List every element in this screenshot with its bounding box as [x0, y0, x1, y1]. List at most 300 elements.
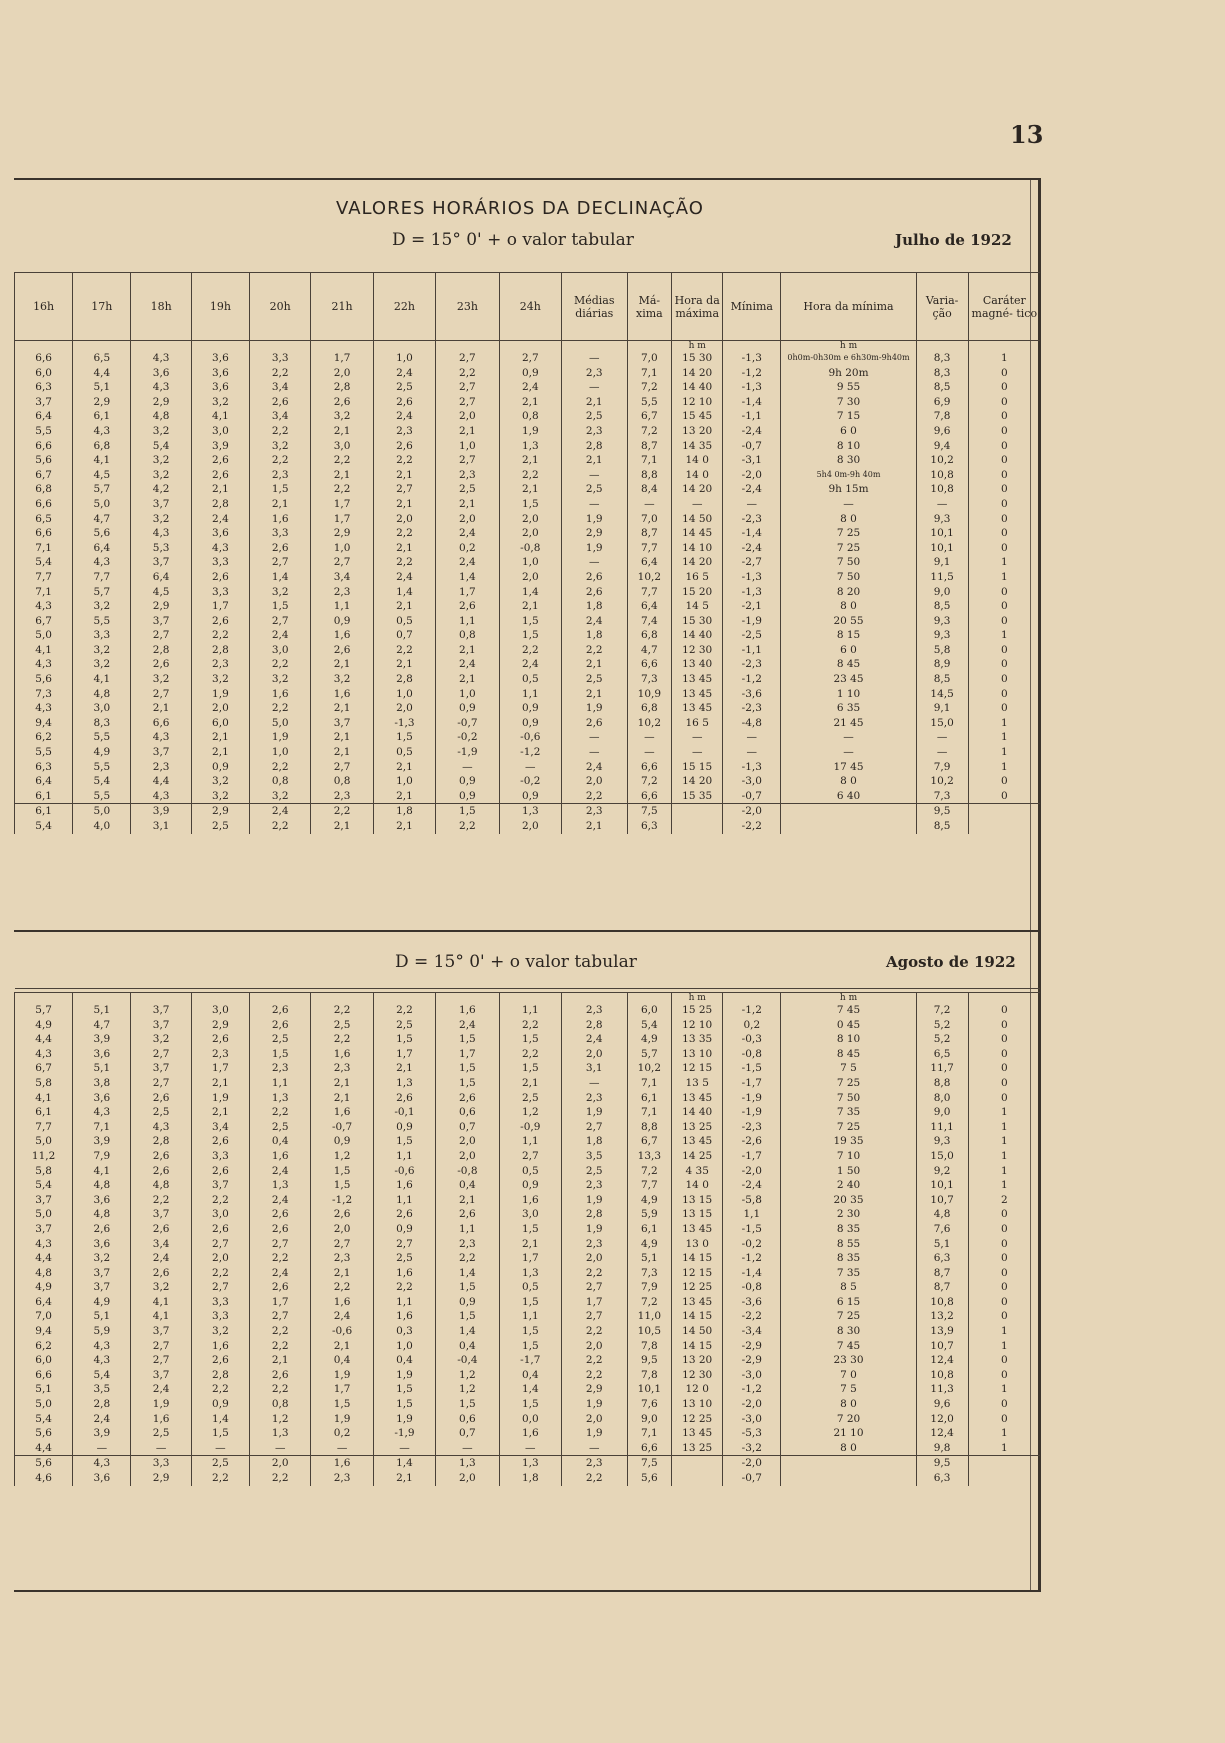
table-cell: 1,2 — [250, 1412, 311, 1427]
table-cell: 14 15 — [672, 1339, 723, 1354]
table-cell: 3,9 — [191, 439, 249, 454]
table-cell: 2,2 — [191, 628, 249, 643]
table-cell: 2,9 — [131, 395, 191, 410]
table-cell: 2,7 — [499, 1149, 561, 1164]
table-cell: 12 0 — [672, 1382, 723, 1397]
table-cell: 11,5 — [916, 570, 968, 585]
units-row — [15, 993, 1041, 1004]
table-cell: 1,7 — [373, 1047, 435, 1062]
table-cell: 3,4 — [191, 1120, 249, 1135]
summary-cell: -0,7 — [723, 1471, 781, 1486]
units-cell — [15, 341, 73, 352]
table-cell: 2,4 — [73, 1412, 131, 1427]
table-cell: -0,8 — [499, 541, 561, 556]
table-cell: 4,8 — [916, 1207, 968, 1222]
table-cell: 8,7 — [627, 439, 672, 454]
summary-cell — [968, 804, 1040, 820]
column-header: Caráter magné- tico — [968, 273, 1040, 341]
table-cell: 2,2 — [373, 1280, 435, 1295]
table-cell: 4,3 — [73, 555, 131, 570]
table-cell: 1,4 — [436, 1266, 499, 1281]
table-cell: 4,1 — [73, 672, 131, 687]
table-row — [15, 497, 1041, 512]
table-cell: 1,1 — [499, 1309, 561, 1324]
table-cell: — — [73, 1441, 131, 1456]
table-cell: 1,2 — [436, 1382, 499, 1397]
table-cell: 10,5 — [627, 1324, 672, 1339]
table-cell: -0,6 — [311, 1324, 373, 1339]
table-cell: 2,1 — [373, 497, 435, 512]
table-cell: 2,7 — [373, 482, 435, 497]
table-cell: 0,5 — [499, 672, 561, 687]
table-cell: 2,1 — [311, 1091, 373, 1106]
table-cell: 1,2 — [499, 1105, 561, 1120]
table-cell: 13 45 — [672, 1295, 723, 1310]
table-cell: -2,3 — [723, 1120, 781, 1135]
table-cell: 0 — [968, 1397, 1040, 1412]
table-cell: 9,6 — [916, 424, 968, 439]
units-cell — [131, 341, 191, 352]
table-cell: 2,7 — [436, 395, 499, 410]
table-cell: 0 — [968, 1251, 1040, 1266]
table-cell: 10,8 — [916, 482, 968, 497]
table-cell: 9,1 — [916, 701, 968, 716]
table-cell: 1,3 — [499, 1266, 561, 1281]
table-cell: 2,1 — [373, 541, 435, 556]
table-cell: — — [436, 760, 499, 775]
table-cell: -3,0 — [723, 1412, 781, 1427]
table-cell: 0,9 — [436, 774, 499, 789]
column-header: 16h — [15, 273, 73, 341]
table-cell: 0,4 — [436, 1339, 499, 1354]
table-cell: 3,6 — [73, 1193, 131, 1208]
table-cell: 6,8 — [73, 439, 131, 454]
table-cell: 6,6 — [131, 716, 191, 731]
table-cell: -2,0 — [723, 468, 781, 483]
table-cell: 7,7 — [627, 541, 672, 556]
table-cell: 1,3 — [499, 439, 561, 454]
table-cell: 1,5 — [499, 497, 561, 512]
table-cell: 1,0 — [311, 541, 373, 556]
table-cell: 2,5 — [561, 409, 627, 424]
table-cell: 3,2 — [191, 672, 249, 687]
table-cell: 2,4 — [436, 555, 499, 570]
table-cell: -0,2 — [436, 730, 499, 745]
table-cell: 3,7 — [131, 555, 191, 570]
column-header: Médias diárias — [561, 273, 627, 341]
table-cell: 14 10 — [672, 541, 723, 556]
units-cell — [499, 993, 561, 1004]
table-cell: -5,3 — [723, 1426, 781, 1441]
table-cell: 0 — [968, 687, 1040, 702]
table-cell: 2,7 — [131, 1076, 191, 1091]
summary-cell: 5,6 — [15, 1456, 73, 1472]
table-cell: 3,6 — [73, 1237, 131, 1252]
table-cell: 5,5 — [73, 614, 131, 629]
table-cell: 0 — [968, 657, 1040, 672]
table-cell: 2,3 — [561, 1091, 627, 1106]
table-row — [15, 774, 1041, 789]
table-cell: 23 45 — [781, 672, 916, 687]
table-cell: 2,4 — [373, 366, 435, 381]
units-cell — [561, 341, 627, 352]
table-row — [15, 1397, 1041, 1412]
table-cell: 10,2 — [627, 570, 672, 585]
table-cell: 1,6 — [311, 687, 373, 702]
table-cell: -0,7 — [311, 1120, 373, 1135]
table-cell: 2,0 — [436, 512, 499, 527]
table-row — [15, 366, 1041, 381]
table-cell: 7,9 — [916, 760, 968, 775]
table-cell: 2,7 — [131, 628, 191, 643]
table-cell: 0,8 — [250, 1397, 311, 1412]
table-cell: 1,9 — [373, 1368, 435, 1383]
table-cell: — — [561, 1441, 627, 1456]
table-cell: 6,4 — [73, 541, 131, 556]
table-cell: 1,7 — [436, 1047, 499, 1062]
table-cell: 2,5 — [561, 672, 627, 687]
table-cell: -1,2 — [723, 1251, 781, 1266]
summary-cell — [672, 804, 723, 820]
summary-cell: 1,3 — [436, 1456, 499, 1472]
table-cell: 9,4 — [916, 439, 968, 454]
table-cell: 9,0 — [627, 1412, 672, 1427]
table-cell: 3,2 — [250, 585, 311, 600]
table-cell: 2,7 — [191, 1237, 249, 1252]
table-cell: 2,1 — [561, 395, 627, 410]
table-cell: 3,2 — [131, 1032, 191, 1047]
table-cell: 1,6 — [311, 628, 373, 643]
table-cell: 1,6 — [436, 1003, 499, 1018]
table-cell: 2,0 — [311, 366, 373, 381]
table-cell: 4,8 — [15, 1266, 73, 1281]
table-cell: 2,4 — [561, 1032, 627, 1047]
table-cell: 1,7 — [191, 1061, 249, 1076]
table-cell: 1,5 — [373, 1382, 435, 1397]
summary-cell: 2,1 — [561, 819, 627, 834]
table-cell: 4,7 — [73, 1018, 131, 1033]
units-cell: h m — [781, 993, 916, 1004]
table-cell: 2,2 — [311, 453, 373, 468]
month-july: Julho de 1922 — [895, 231, 1012, 249]
table-cell: 15 20 — [672, 585, 723, 600]
table-cell: 1,6 — [311, 1105, 373, 1120]
table-cell: 12 10 — [672, 395, 723, 410]
table-cell: 2,2 — [250, 1105, 311, 1120]
table-row — [15, 716, 1041, 731]
table-cell: 1,6 — [131, 1412, 191, 1427]
table-cell: 13,3 — [627, 1149, 672, 1164]
table-cell: 0,9 — [436, 789, 499, 804]
table-cell: 2,6 — [373, 439, 435, 454]
table-cell: 2,6 — [73, 1222, 131, 1237]
table-cell: 2,7 — [311, 760, 373, 775]
table-cell: 1,0 — [373, 774, 435, 789]
table-row — [15, 1280, 1041, 1295]
table-cell: 6,4 — [627, 599, 672, 614]
table-cell: -5,8 — [723, 1193, 781, 1208]
table-cell: 8,5 — [916, 380, 968, 395]
table-cell: 10,2 — [916, 453, 968, 468]
table-cell: 1,8 — [561, 628, 627, 643]
table-cell: 5,1 — [73, 380, 131, 395]
table-cell: 2,6 — [131, 1149, 191, 1164]
table-cell: 2,1 — [499, 482, 561, 497]
table-cell: 7,1 — [15, 585, 73, 600]
table-cell: 5,1 — [73, 1309, 131, 1324]
table-cell: -0,6 — [373, 1164, 435, 1179]
table-cell: 0 — [968, 1280, 1040, 1295]
table-cell: 5,2 — [916, 1032, 968, 1047]
table-cell: 0 — [968, 1353, 1040, 1368]
table-cell: 4,9 — [627, 1237, 672, 1252]
table-cell: 2,1 — [191, 1076, 249, 1091]
table-cell: 7,1 — [627, 1105, 672, 1120]
table-cell: 5,5 — [73, 760, 131, 775]
table-cell: 2,7 — [131, 1339, 191, 1354]
table-cell: 2,0 — [191, 701, 249, 716]
table-cell: 2,2 — [311, 1032, 373, 1047]
table-cell: 1,3 — [250, 1426, 311, 1441]
august-table — [14, 988, 1040, 1486]
table-cell: 13 45 — [672, 672, 723, 687]
summary-cell: 7,5 — [627, 1456, 672, 1472]
summary-cell: 4,0 — [73, 819, 131, 834]
table-cell: 2,2 — [561, 1353, 627, 1368]
table-cell: 10,2 — [916, 774, 968, 789]
table-cell: 2,8 — [561, 1207, 627, 1222]
table-cell: 14 20 — [672, 366, 723, 381]
table-cell: 4,8 — [73, 1178, 131, 1193]
units-cell — [916, 341, 968, 352]
table-cell: 21 45 — [781, 716, 916, 731]
table-cell: 7 10 — [781, 1149, 916, 1164]
table-cell: 2,8 — [561, 1018, 627, 1033]
table-cell: 14 20 — [672, 774, 723, 789]
table-cell: 0,2 — [723, 1018, 781, 1033]
table-cell: 6,6 — [15, 439, 73, 454]
table-row — [15, 1120, 1041, 1135]
table-cell: 2,0 — [499, 512, 561, 527]
table-cell: 5,4 — [15, 1178, 73, 1193]
table-cell: 0 — [968, 1295, 1040, 1310]
table-row — [15, 1003, 1041, 1018]
table-row — [15, 1105, 1041, 1120]
table-cell: 3,2 — [250, 439, 311, 454]
table-cell: 2,1 — [373, 599, 435, 614]
table-cell: -1,4 — [723, 395, 781, 410]
table-cell: 1,5 — [311, 1397, 373, 1412]
table-cell: 3,7 — [73, 1266, 131, 1281]
table-cell: 1,9 — [191, 1091, 249, 1106]
table-row — [15, 541, 1041, 556]
table-cell: -1,2 — [311, 1193, 373, 1208]
table-cell: 6,3 — [15, 380, 73, 395]
table-cell: 7,3 — [627, 672, 672, 687]
table-cell: 5,1 — [15, 1382, 73, 1397]
table-row — [15, 351, 1041, 366]
table-cell: 2,5 — [373, 1251, 435, 1266]
table-row — [15, 599, 1041, 614]
table-cell: 1 — [968, 716, 1040, 731]
table-cell: 9,6 — [916, 1397, 968, 1412]
table-cell: 12,4 — [916, 1426, 968, 1441]
table-cell: 1,5 — [436, 1309, 499, 1324]
table-row — [15, 657, 1041, 672]
table-cell: 12,0 — [916, 1412, 968, 1427]
table-cell: 2,1 — [311, 745, 373, 760]
table-cell: 2,6 — [131, 1164, 191, 1179]
table-cell: 1 — [968, 1382, 1040, 1397]
table-cell: 2,8 — [191, 643, 249, 658]
summary-cell: 9,5 — [916, 1456, 968, 1472]
table-cell: 2,6 — [436, 1091, 499, 1106]
table-cell: 1,9 — [499, 424, 561, 439]
table-cell: 4,3 — [73, 1339, 131, 1354]
table-cell: 2,2 — [561, 1266, 627, 1281]
table-cell: 8,5 — [916, 599, 968, 614]
table-cell: 5,2 — [916, 1018, 968, 1033]
table-cell: 3,2 — [131, 453, 191, 468]
table-cell: — — [916, 745, 968, 760]
table-cell: 1,7 — [561, 1295, 627, 1310]
table-cell: 1,5 — [373, 1032, 435, 1047]
table-cell: 15,0 — [916, 716, 968, 731]
table-cell: 2,8 — [373, 672, 435, 687]
table-cell: -2,5 — [723, 628, 781, 643]
table-cell: 7 5 — [781, 1382, 916, 1397]
summary-cell: 1,3 — [499, 804, 561, 820]
table-cell: 2,1 — [436, 497, 499, 512]
summary-cell: 3,1 — [131, 819, 191, 834]
table-cell: 2,1 — [499, 395, 561, 410]
table-cell: 2,3 — [311, 1251, 373, 1266]
summary-cell: 8,5 — [916, 819, 968, 834]
table-cell: 5,0 — [15, 628, 73, 643]
table-cell: 6 15 — [781, 1295, 916, 1310]
table-cell: 14 50 — [672, 512, 723, 527]
table-cell: 3,9 — [73, 1426, 131, 1441]
table-cell: 3,1 — [561, 1061, 627, 1076]
table-cell: 0,3 — [373, 1324, 435, 1339]
table-cell: 11,1 — [916, 1120, 968, 1135]
table-cell: 4,4 — [15, 1032, 73, 1047]
column-header: Má- xima — [627, 273, 672, 341]
table-cell: -1,9 — [723, 1105, 781, 1120]
units-cell — [191, 993, 249, 1004]
table-cell: 1,5 — [499, 628, 561, 643]
table-cell: 3,7 — [15, 1222, 73, 1237]
summary-cell: 2,0 — [499, 819, 561, 834]
summary-cell: 1,8 — [499, 1471, 561, 1486]
units-cell — [311, 341, 373, 352]
table-cell: 1,1 — [373, 1149, 435, 1164]
units-row — [15, 341, 1041, 352]
table-cell: 1,6 — [250, 512, 311, 527]
table-cell: 7 25 — [781, 526, 916, 541]
table-cell: 2,8 — [561, 439, 627, 454]
table-cell: 4,1 — [131, 1295, 191, 1310]
table-cell: — — [672, 730, 723, 745]
table-cell: 10,7 — [916, 1193, 968, 1208]
table-cell: -2,4 — [723, 424, 781, 439]
table-cell: — — [191, 1441, 249, 1456]
table-cell: 2,4 — [499, 380, 561, 395]
table-row — [15, 570, 1041, 585]
table-cell: 2,6 — [131, 657, 191, 672]
table-cell: -0,8 — [723, 1280, 781, 1295]
table-cell: 0 — [968, 395, 1040, 410]
table-cell: -1,2 — [499, 745, 561, 760]
table-cell: 1,1 — [723, 1207, 781, 1222]
table-cell: 2,5 — [131, 1426, 191, 1441]
table-cell: 1 — [968, 570, 1040, 585]
table-cell: 0 — [968, 541, 1040, 556]
table-cell: 3,7 — [131, 1324, 191, 1339]
table-cell: 14 15 — [672, 1251, 723, 1266]
table-cell: 14 50 — [672, 1324, 723, 1339]
table-cell: 1,7 — [311, 497, 373, 512]
table-cell: 14 35 — [672, 439, 723, 454]
table-cell: 7 50 — [781, 570, 916, 585]
table-cell: 1,4 — [436, 570, 499, 585]
table-cell: 7,0 — [15, 1309, 73, 1324]
table-cell: 6,1 — [73, 409, 131, 424]
table-row — [15, 789, 1041, 804]
table-cell: 5,8 — [15, 1076, 73, 1091]
table-cell: 3,7 — [73, 1280, 131, 1295]
table-cell: 9,3 — [916, 628, 968, 643]
units-cell — [968, 341, 1040, 352]
table-cell: 3,6 — [73, 1047, 131, 1062]
table-cell: 3,3 — [191, 585, 249, 600]
table-cell: 7,7 — [627, 585, 672, 600]
table-cell: 13 45 — [672, 1222, 723, 1237]
table-cell: — — [561, 380, 627, 395]
summary-cell: 2,5 — [191, 1456, 249, 1472]
table-cell: 1,7 — [250, 1295, 311, 1310]
table-cell: 15 15 — [672, 760, 723, 775]
table-cell: 1,5 — [499, 1397, 561, 1412]
table-cell: 3,2 — [73, 657, 131, 672]
table-cell: 3,5 — [73, 1382, 131, 1397]
table-cell: 6,0 — [627, 1003, 672, 1018]
summary-cell: 1,4 — [373, 1456, 435, 1472]
table-cell: 3,3 — [250, 526, 311, 541]
table-cell: 7,0 — [627, 351, 672, 366]
table-cell: 7,8 — [627, 1368, 672, 1383]
table-cell: 2,9 — [73, 395, 131, 410]
table-cell: 5,5 — [73, 789, 131, 804]
table-cell: 2,0 — [499, 526, 561, 541]
table-cell: — — [561, 497, 627, 512]
table-cell: -1,3 — [723, 351, 781, 366]
table-cell: 0,4 — [373, 1353, 435, 1368]
table-cell: 1,9 — [561, 1193, 627, 1208]
table-cell: 2,1 — [499, 453, 561, 468]
table-cell: 2,4 — [311, 1309, 373, 1324]
table-cell: 2,5 — [250, 1032, 311, 1047]
table-row — [15, 1412, 1041, 1427]
table-cell: 4,1 — [73, 453, 131, 468]
table-cell: 7,1 — [73, 1120, 131, 1135]
summary-cell: 4,6 — [15, 1471, 73, 1486]
table-cell: 4,5 — [131, 585, 191, 600]
table-cell: 7 35 — [781, 1266, 916, 1281]
table-cell: 8,3 — [916, 351, 968, 366]
table-cell: 6,2 — [15, 1339, 73, 1354]
table-cell: 2,6 — [191, 1222, 249, 1237]
